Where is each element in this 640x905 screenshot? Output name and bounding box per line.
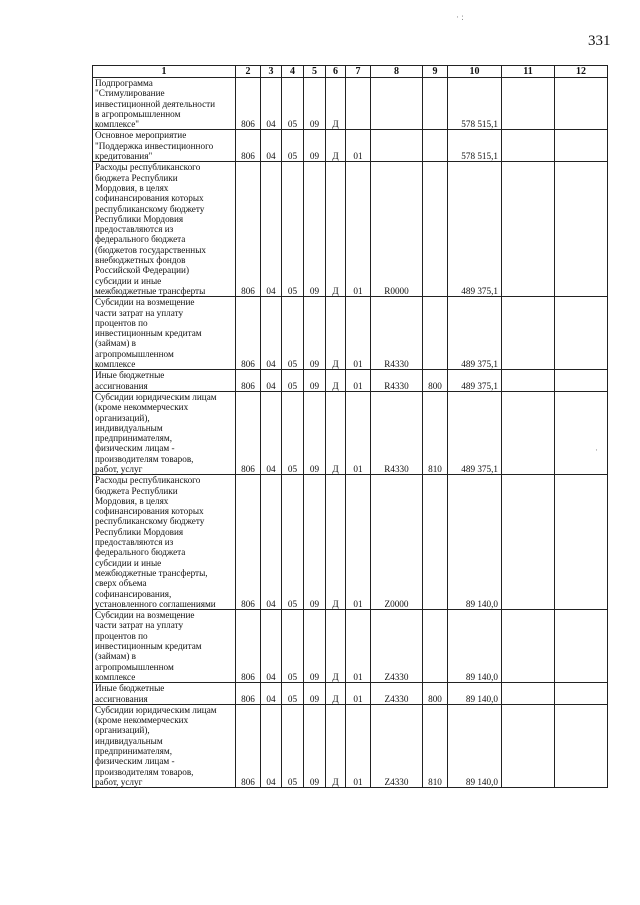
expense-type-cell: 810 (423, 704, 448, 787)
section-code-cell: 04 (261, 610, 282, 683)
expense-type-cell (423, 162, 448, 297)
item-name-text: Иные бюджетные ассигнования (95, 370, 165, 391)
amount-cell: 578 515,1 (448, 130, 502, 162)
event-code-cell: 01 (346, 130, 371, 162)
program-code-cell: 09 (304, 683, 326, 705)
item-name-text: Расходы республиканского бюджета Республики Мордовия, в целях софинансирования которых республиканскому бюджету Республики Мордовия предоставляются из федерального бюджета (бюджетов государственных внебюджетных фондов Российской Федерации) субсидии и иные межбюджетные трансферты (95, 162, 206, 296)
section-code-cell: 04 (261, 370, 282, 392)
column-header: 10 (448, 66, 502, 78)
table-row (93, 610, 608, 683)
column-header: 4 (282, 66, 304, 78)
ministry-code-cell: 806 (236, 704, 261, 787)
event-code-cell: 01 (346, 370, 371, 392)
item-name-cell (93, 370, 236, 392)
section-code-cell: 04 (261, 78, 282, 130)
target-code-cell: R4330 (371, 391, 423, 474)
amount-cell: 489 375,1 (448, 297, 502, 370)
section-code-cell: 04 (261, 391, 282, 474)
item-name-cell (93, 475, 236, 610)
item-name-cell (93, 610, 236, 683)
table-row (93, 297, 608, 370)
ministry-code-cell: 806 (236, 78, 261, 130)
subprogram-code-cell: Д (326, 704, 346, 787)
event-code-cell: 01 (346, 162, 371, 297)
subsection-code-cell: 05 (282, 704, 304, 787)
event-code-cell: 01 (346, 475, 371, 610)
section-code-cell: 04 (261, 475, 282, 610)
column-header: 12 (555, 66, 608, 78)
target-code-cell (371, 130, 423, 162)
expense-type-cell: 810 (423, 391, 448, 474)
col-12-cell (555, 130, 608, 162)
subprogram-code-cell: Д (326, 475, 346, 610)
event-code-cell: 01 (346, 297, 371, 370)
col-11-cell (502, 610, 555, 683)
event-code-cell: 01 (346, 391, 371, 474)
target-code-cell: R4330 (371, 297, 423, 370)
program-code-cell: 09 (304, 704, 326, 787)
amount-cell: 489 375,1 (448, 162, 502, 297)
column-header: 11 (502, 66, 555, 78)
event-code-cell: 01 (346, 610, 371, 683)
subsection-code-cell: 05 (282, 130, 304, 162)
ministry-code-cell: 806 (236, 370, 261, 392)
col-12-cell (555, 683, 608, 705)
table-row (93, 391, 608, 474)
item-name-text: Расходы республиканского бюджета Республики Мордовия, в целях софинансирования которых республиканскому бюджету Республики Мордовия предоставляются из федерального бюджета субсидии и иные межбюджетные трансферты, сверх объема софинансирования, установленного соглашениями (95, 475, 216, 609)
item-name-cell (93, 297, 236, 370)
col-11-cell (502, 683, 555, 705)
expense-type-cell (423, 78, 448, 130)
section-code-cell: 04 (261, 130, 282, 162)
subsection-code-cell: 05 (282, 370, 304, 392)
col-12-cell (555, 391, 608, 474)
table-row (93, 370, 608, 392)
subsection-code-cell: 05 (282, 610, 304, 683)
event-code-cell: 01 (346, 704, 371, 787)
budget-table (92, 65, 608, 788)
col-11-cell (502, 370, 555, 392)
item-name-cell (93, 704, 236, 787)
col-11-cell (502, 130, 555, 162)
expense-type-cell (423, 610, 448, 683)
program-code-cell: 09 (304, 130, 326, 162)
expense-type-cell (423, 297, 448, 370)
column-header: 2 (236, 66, 261, 78)
ministry-code-cell: 806 (236, 683, 261, 705)
col-11-cell (502, 475, 555, 610)
ministry-code-cell: 806 (236, 391, 261, 474)
item-name-cell (93, 391, 236, 474)
ministry-code-cell: 806 (236, 475, 261, 610)
col-12-cell (555, 610, 608, 683)
section-code-cell: 04 (261, 683, 282, 705)
col-11-cell (502, 297, 555, 370)
target-code-cell: Z4330 (371, 683, 423, 705)
subprogram-code-cell: Д (326, 683, 346, 705)
column-header: 6 (326, 66, 346, 78)
column-header: 1 (93, 66, 236, 78)
section-code-cell: 04 (261, 297, 282, 370)
ministry-code-cell: 806 (236, 162, 261, 297)
section-code-cell: 04 (261, 162, 282, 297)
column-header: 9 (423, 66, 448, 78)
program-code-cell: 09 (304, 162, 326, 297)
subsection-code-cell: 05 (282, 78, 304, 130)
table-row (93, 683, 608, 705)
expense-type-cell: 800 (423, 683, 448, 705)
col-12-cell (555, 162, 608, 297)
expense-type-cell: 800 (423, 370, 448, 392)
subprogram-code-cell: Д (326, 162, 346, 297)
ministry-code-cell: 806 (236, 130, 261, 162)
table-row (93, 162, 608, 297)
expense-type-cell (423, 475, 448, 610)
event-code-cell: 01 (346, 683, 371, 705)
amount-cell: 89 140,0 (448, 704, 502, 787)
page-number: 331 (588, 33, 611, 49)
table-row (93, 704, 608, 787)
item-name-text: Субсидии юридическим лицам (кроме некоммерческих организаций), индивидуальным предпринимателям, физическим лицам - производителям товаров, работ, услуг (95, 704, 217, 787)
amount-cell: 489 375,1 (448, 391, 502, 474)
subsection-code-cell: 05 (282, 162, 304, 297)
subprogram-code-cell: Д (326, 610, 346, 683)
subprogram-code-cell: Д (326, 78, 346, 130)
program-code-cell: 09 (304, 610, 326, 683)
item-name-cell (93, 683, 236, 705)
header-row (93, 66, 608, 78)
item-name-cell (93, 162, 236, 297)
item-name-cell (93, 78, 236, 130)
target-code-cell: Z4330 (371, 704, 423, 787)
subprogram-code-cell: Д (326, 391, 346, 474)
column-header: 7 (346, 66, 371, 78)
table-row (93, 78, 608, 130)
col-12-cell (555, 297, 608, 370)
col-12-cell (555, 78, 608, 130)
target-code-cell (371, 78, 423, 130)
program-code-cell: 09 (304, 391, 326, 474)
subsection-code-cell: 05 (282, 475, 304, 610)
program-code-cell: 09 (304, 475, 326, 610)
item-name-cell (93, 130, 236, 162)
item-name-text: Субсидии юридическим лицам (кроме некоммерческих организаций), индивидуальным предпринимателям, физическим лицам - производителям товаров, работ, услуг (95, 391, 217, 474)
scan-speck: · : (456, 12, 464, 22)
amount-cell: 89 140,0 (448, 683, 502, 705)
col-12-cell (555, 370, 608, 392)
item-name-text: Субсидии на возмещение части затрат на уплату процентов по инвестиционным кредитам (займам) в агропромышленном комплексе (95, 610, 202, 682)
target-code-cell: Z4330 (371, 610, 423, 683)
program-code-cell: 09 (304, 370, 326, 392)
subprogram-code-cell: Д (326, 297, 346, 370)
ministry-code-cell: 806 (236, 297, 261, 370)
subprogram-code-cell: Д (326, 370, 346, 392)
amount-cell: 89 140,0 (448, 475, 502, 610)
table-row (93, 475, 608, 610)
section-code-cell: 04 (261, 704, 282, 787)
item-name-text: Подпрограмма "Стимулирование инвестиционной деятельности в агропромышленном комплексе" (95, 78, 216, 130)
column-header: 3 (261, 66, 282, 78)
item-name-text: Основное мероприятие "Поддержка инвестиционного кредитования" (95, 130, 214, 162)
item-name-text: Иные бюджетные ассигнования (95, 683, 165, 704)
target-code-cell: R0000 (371, 162, 423, 297)
col-12-cell (555, 475, 608, 610)
amount-cell: 89 140,0 (448, 610, 502, 683)
program-code-cell: 09 (304, 78, 326, 130)
subsection-code-cell: 05 (282, 297, 304, 370)
subsection-code-cell: 05 (282, 683, 304, 705)
target-code-cell: Z0000 (371, 475, 423, 610)
col-12-cell (555, 704, 608, 787)
table-row (93, 130, 608, 162)
item-name-text: Субсидии на возмещение части затрат на уплату процентов по инвестиционным кредитам (займам) в агропромышленном комплексе (95, 297, 202, 370)
subsection-code-cell: 05 (282, 391, 304, 474)
scan-speck: · (595, 445, 598, 455)
col-11-cell (502, 162, 555, 297)
table-body (93, 78, 608, 788)
expense-type-cell (423, 130, 448, 162)
target-code-cell: R4330 (371, 370, 423, 392)
amount-cell: 578 515,1 (448, 78, 502, 130)
amount-cell: 489 375,1 (448, 370, 502, 392)
col-11-cell (502, 391, 555, 474)
column-header: 8 (371, 66, 423, 78)
column-header: 5 (304, 66, 326, 78)
col-11-cell (502, 704, 555, 787)
program-code-cell: 09 (304, 297, 326, 370)
col-11-cell (502, 78, 555, 130)
subprogram-code-cell: Д (326, 130, 346, 162)
event-code-cell (346, 78, 371, 130)
ministry-code-cell: 806 (236, 610, 261, 683)
